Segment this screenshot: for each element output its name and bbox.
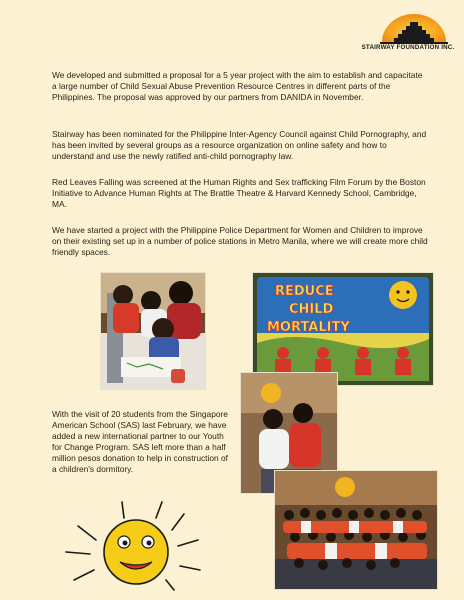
paragraph-film-screening: Red Leaves Falling was screened at the Human Rights and Sex trafficking Film Forum by the Boston Initiative to Advance Human Rights at The Brattle Theatre & Harvard Kennedy School, Cambridge, MA. <box>52 177 426 209</box>
paragraph-police-project: We have started a project with the Philippine Police Department for Women and Children to improve on their existing set up in a number of police stations in Metro Manila, where we will create more child friendly spaces. <box>52 225 428 257</box>
smiling-sun-icon <box>62 500 218 592</box>
paragraph-council-nomination: Stairway has been nominated for the Philippine Inter-Agency Council against Child Pornography, and has been invited by several groups as a resource organization on online safety and how to understand and use the newly ratified anti-child pornography law. <box>52 129 427 161</box>
mural-text-reduce: REDUCE <box>275 284 334 299</box>
mural-text-child: CHILD <box>289 302 334 317</box>
reduce-child-mortality-mural-photo <box>252 272 434 386</box>
group-photo <box>274 470 438 590</box>
mural-text-mortality: MORTALITY <box>267 320 350 335</box>
paragraph-danida-proposal: We developed and submitted a proposal for a 5 year project with the aim to establish and capacitate a large number of Child Sexual Abuse Prevention Resource Centres in different parts of the Philippines. The proposal was approved by our partners from DANIDA in November. <box>52 70 423 102</box>
organization-name: STAIRWAY FOUNDATION INC. <box>361 44 455 51</box>
children-drawing-photo <box>100 272 206 390</box>
sas-visit-paragraph: With the visit of 20 students from the Singapore American School (SAS) last February, we have added a new international partner to our Youth for Change Program. SAS left more than a half million pesos donation to help in construction of a children's dormitory. <box>52 409 228 474</box>
